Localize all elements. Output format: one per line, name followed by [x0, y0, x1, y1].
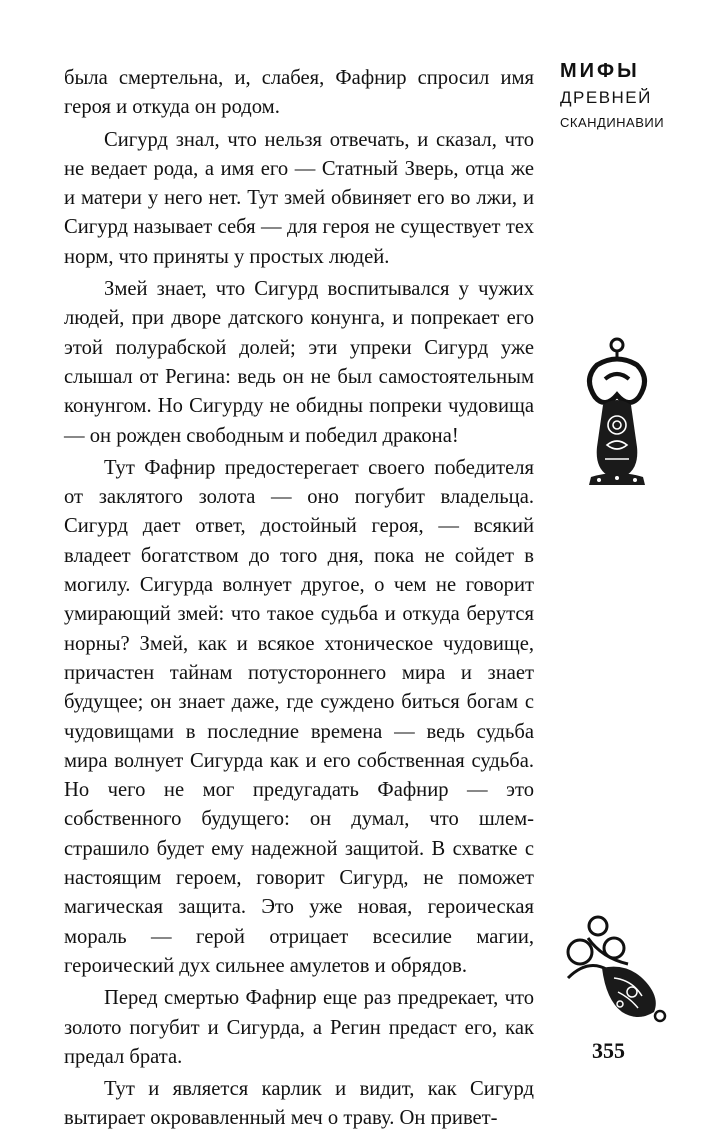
- paragraph-2: Сигурд знал, что нельзя отвечать, и сказал, что не ведает рода, а имя его — Статный Зверь, отца же и матери у него нет. Тут змей обвиняет его во лжи, и Сигурд называет себя — для героя не существует тех норм, что приняты у простых людей.: [64, 128, 534, 268]
- running-header-line-1: МИФЫ: [560, 60, 640, 82]
- running-header-line-3: СКАНДИНАВИИ: [560, 115, 665, 130]
- paragraph-6: Тут и является карлик и видит, как Сигурд вытирает окровавленный меч о траву. Он привет-: [64, 1078, 534, 1130]
- running-header-line-2: ДРЕВНЕЙ: [560, 88, 652, 107]
- viking-amulet-illustration: [577, 335, 657, 495]
- page-number: 355: [592, 1038, 625, 1063]
- running-header: [560, 58, 680, 134]
- paragraph-4: Тут Фафнир предостерегает своего победителя от заклятого золота — оно погубит владельца. Сигурд дает ответ, достойный героя, — всякий владеет богатством до того дня, пока не сойдет в могилу. Сигурда волнует другое, о чем не говорит умирающий змей: что такое судьба и откуда берутся норны? Змей, как и всякое хтоническое чудовище, причастен тайнам потустороннего мира и знает будущее; он знает даже, где суждено биться богам с чудовищами в последние времена — ведь судьба мира волнует Сигурда как и его собственная судьба. Но чего не мог предугадать Фафнир — это собственного будущего: он думал, что шлем-страшило будет ему надежной защитой. В схватке с настоящим героем, говорит Сигурд, не поможет магическая защита. Это уже новая, героическая мораль — герой отрицает всесилие магии, героический дух сильнее амулетов и обрядов.: [64, 456, 534, 977]
- paragraph-1: была смертельна, и, слабея, Фафнир спросил имя героя и откуда он родом.: [64, 67, 534, 119]
- ornamental-knot-illustration: [558, 908, 670, 1024]
- paragraph-3: Змей знает, что Сигурд воспитывался у чужих людей, при дворе датского конунга, и попрекает его этой полурабской долей; эти упреки Сигурд уже слышал от Регина: ведь он не был самостоятельным конунгом. Но Сигурду не обидны попреки чудовища — он рожден свободным и победил дракона!: [64, 278, 534, 447]
- paragraph-5: Перед смертью Фафнир еще раз предрекает, что золото погубит и Сигурда, а Регин предаст его, как предал брата.: [64, 987, 534, 1068]
- main-text-column: [64, 64, 534, 1134]
